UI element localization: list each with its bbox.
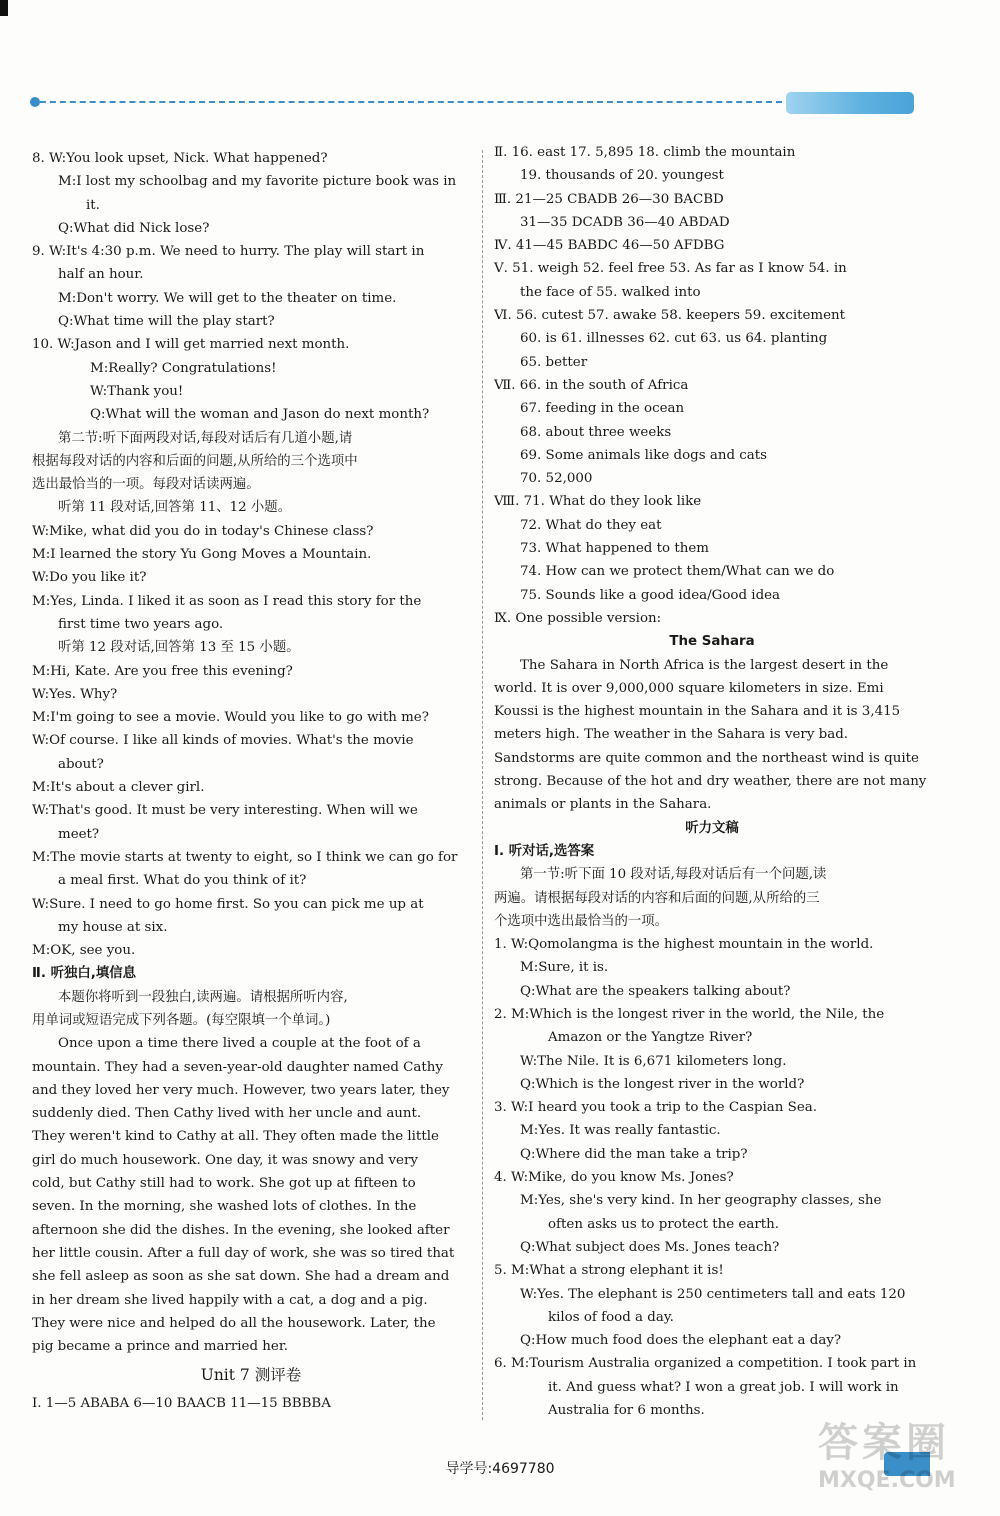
right-column-line: The Sahara (669, 634, 755, 650)
right-column-line: Australia for 6 months. (548, 1403, 705, 1419)
right-column-line: animals or plants in the Sahara. (494, 797, 712, 813)
left-column-line: first time two years ago. (58, 616, 224, 632)
right-column-line: Ⅷ. 71. What do they look like (494, 494, 702, 510)
right-column-line: Ⅴ. 51. weigh 52. feel free 53. As far as I know 54. in (494, 261, 847, 277)
left-column-line: M:The movie starts at twenty to eight, so I think we can go for (32, 849, 458, 865)
right-column-line: 6. M:Tourism Australia organized a competition. I took part in (494, 1356, 917, 1372)
right-column-line: 听力文稿 (685, 820, 739, 836)
right-column-line: 65. better (520, 354, 588, 370)
left-column-line: suddenly died. Then Cathy lived with her uncle and aunt. (32, 1106, 422, 1122)
header-dashed-rule (30, 101, 782, 103)
left-column-line: Ⅰ. 1—5 ABABA 6—10 BAACB 11—15 BBBBA (32, 1395, 331, 1411)
right-column-line: 72. What do they eat (520, 517, 662, 533)
left-column-line: cold, but Cathy still had to work. She got up at fifteen to (32, 1176, 416, 1192)
left-column-line: Unit 7 测评卷 (200, 1366, 302, 1385)
right-column-line: Q:What are the speakers talking about? (520, 983, 791, 999)
left-column-line: W:Mike, what did you do in today's Chinese class? (32, 523, 374, 539)
right-column-line: 73. What happened to them (520, 541, 709, 557)
left-column-line: M:I learned the story Yu Gong Moves a Mountain. (32, 547, 372, 563)
right-column-line: Ⅲ. 21—25 CBADB 26—30 BACBD (494, 191, 724, 207)
left-column-line: 用单词或短语完成下列各题。(每空限填一个单词。) (32, 1012, 331, 1028)
left-column-line: Ⅱ. 听独白,填信息 (32, 966, 136, 982)
right-column-line: M:Yes. It was really fantastic. (520, 1123, 721, 1139)
left-column-line: W:Sure. I need to go home first. So you can pick me up at (32, 896, 424, 912)
left-column-line: 听第 11 段对话,回答第 11、12 小题。 (58, 500, 292, 516)
left-column-line: and they loved her very much. However, two years later, they (32, 1082, 450, 1098)
left-column-line: it. (86, 197, 100, 213)
left-column-line: Q:What time will the play start? (58, 314, 275, 330)
watermark-text: 答案圈 (818, 1420, 950, 1466)
right-column-line: meters high. The weather in the Sahara is very bad. (494, 727, 849, 743)
left-column-line: about? (58, 756, 104, 772)
right-column-line: Q:Where did the man take a trip? (520, 1146, 748, 1162)
right-column-line: W:Yes. The elephant is 250 centimeters tall and eats 120 (520, 1286, 906, 1302)
left-column-line: M:I'm going to see a movie. Would you like to go with me? (32, 710, 429, 726)
right-column-line: 19. thousands of 20. youngest (520, 168, 724, 184)
right-column-line: 60. is 61. illnesses 62. cut 63. us 64. planting (520, 331, 828, 347)
right-column-line: Ⅵ. 56. cutest 57. awake 58. keepers 59. excitement (494, 308, 846, 324)
footer-guide-number: 导学号:4697780 (445, 1461, 555, 1477)
left-column-line: 10. W:Jason and I will get married next month. (32, 337, 350, 353)
right-column-line: 两遍。请根据每段对话的内容和后面的问题,从所给的三 (494, 890, 820, 906)
left-column-line: M:It's about a clever girl. (32, 780, 205, 796)
left-column-line: They weren't kind to Cathy at all. They often made the little (32, 1129, 439, 1145)
right-column-line: it. And guess what? I won a great job. I will work in (548, 1379, 899, 1395)
left-column-line: my house at six. (58, 919, 168, 935)
right-column-line: W:The Nile. It is 6,671 kilometers long. (520, 1053, 787, 1069)
left-column-line: M:Don't worry. We will get to the theater on time. (58, 290, 397, 306)
right-column-line: Ⅸ. One possible version: (494, 610, 662, 626)
left-column-line: W:That's good. It must be very interesting. When will we (32, 803, 418, 819)
left-column-line: 本题你将听到一段独白,读两遍。请根据所听内容, (58, 989, 348, 1005)
left-column-line: M:OK, see you. (32, 943, 136, 959)
left-column-line: her little cousin. After a full day of work, she was so tired that (32, 1245, 455, 1261)
left-column-line: she fell asleep as soon as she sat down. She had a dream and (32, 1269, 450, 1285)
left-column-line: They were nice and helped do all the housework. Later, the (32, 1315, 436, 1331)
left-column-line: 第二节:听下面两段对话,每段对话后有几道小题,请 (58, 430, 353, 446)
right-column-line: 3. W:I heard you took a trip to the Caspian Sea. (494, 1100, 818, 1116)
right-column-line: M:Sure, it is. (520, 960, 609, 976)
right-column-line: The Sahara in North Africa is the largest desert in the (520, 657, 889, 673)
right-column (494, 141, 930, 1422)
left-column-line: 9. W:It's 4:30 p.m. We need to hurry. The play will start in (32, 244, 425, 260)
left-column-line: M:Yes, Linda. I liked it as soon as I read this story for the (32, 593, 422, 609)
right-column-line: 74. How can we protect them/What can we do (520, 564, 835, 580)
header-banner (786, 92, 914, 114)
right-column-line: 4. W:Mike, do you know Ms. Jones? (494, 1170, 734, 1186)
right-column-line: Ⅶ. 66. in the south of Africa (494, 377, 689, 393)
right-column-line: 70. 52,000 (520, 471, 593, 487)
left-column-line: M:I lost my schoolbag and my favorite picture book was in (58, 174, 457, 190)
left-column-line: M:Hi, Kate. Are you free this evening? (32, 663, 293, 679)
right-column-line: 68. about three weeks (520, 424, 672, 440)
left-column-line: afternoon she did the dishes. In the evening, she looked after (32, 1222, 450, 1238)
right-column-line: world. It is over 9,000,000 square kilometers in size. Emi (494, 680, 884, 696)
left-column-line: seven. In the morning, she washed lots of clothes. In the (32, 1199, 417, 1215)
left-column-line: 8. W:You look upset, Nick. What happened? (32, 151, 328, 166)
right-column-line: 第一节:听下面 10 段对话,每段对话后有一个问题,读 (520, 867, 827, 883)
left-column-line: Q:What will the woman and Jason do next month? (90, 407, 430, 423)
right-column-line: Q:How much food does the elephant eat a day? (520, 1333, 842, 1349)
left-column-line: 听第 12 段对话,回答第 13 至 15 小题。 (58, 640, 300, 656)
right-column-line: 1. W:Qomolangma is the highest mountain in the world. (494, 937, 874, 953)
right-column-line: Ⅳ. 41—45 BABDC 46—50 AFDBG (494, 238, 725, 254)
left-column-line: pig became a prince and married her. (32, 1339, 289, 1355)
right-column-line: 75. Sounds like a good idea/Good idea (520, 587, 781, 603)
right-column-line: Q:Which is the longest river in the world? (520, 1076, 805, 1092)
left-column-line: in her dream she lived happily with a cat, a dog and a pig. (32, 1292, 428, 1308)
right-column-line: 5. M:What a strong elephant it is! (494, 1263, 724, 1279)
left-column-line: Once upon a time there lived a couple at the foot of a (58, 1036, 421, 1052)
right-column-line: Sandstorms are quite common and the northeast wind is quite (494, 750, 919, 766)
right-column-line: Ⅰ. 听对话,选答案 (494, 843, 595, 859)
left-column-line: W:Do you like it? (32, 570, 147, 586)
left-column-line: girl do much housework. One day, it was snowy and very (32, 1152, 418, 1168)
column-divider (482, 150, 483, 1420)
right-column-line: Q:What subject does Ms. Jones teach? (520, 1239, 780, 1255)
left-column-line: a meal first. What do you think of it? (58, 873, 307, 889)
right-column-line: kilos of food a day. (548, 1309, 674, 1325)
right-column-line: often asks us to protect the earth. (548, 1216, 779, 1232)
left-column-line: mountain. They had a seven-year-old daughter named Cathy (32, 1059, 443, 1075)
right-column-line: 2. M:Which is the longest river in the world, the Nile, the (494, 1006, 885, 1022)
left-column-line: W:Yes. Why? (32, 686, 118, 702)
left-column-line: Q:What did Nick lose? (58, 220, 210, 236)
right-column-line: Koussi is the highest mountain in the Sahara and it is 3,415 (494, 704, 901, 720)
right-column-line: M:Yes, she's very kind. In her geography classes, she (520, 1193, 882, 1209)
right-column-line: Amazon or the Yangtze River? (548, 1030, 753, 1046)
left-column-line: meet? (58, 826, 100, 842)
left-column-line: 选出最恰当的一项。每段对话读两遍。 (32, 477, 260, 493)
right-column-line: strong. Because of the hot and dry weather, there are not many (494, 774, 927, 790)
left-column-line: W:Thank you! (90, 383, 184, 399)
right-column-line: 69. Some animals like dogs and cats (520, 447, 768, 463)
right-column-line: the face of 55. walked into (520, 284, 701, 300)
left-column-line: W:Of course. I like all kinds of movies. What's the movie (32, 733, 414, 749)
watermark-url: MXQE.COM (818, 1468, 956, 1493)
left-column (32, 147, 470, 1415)
right-column-line: 31—35 DCADB 36—40 ABDAD (520, 214, 730, 230)
watermark-logo (818, 1418, 988, 1508)
corner-mark (0, 0, 8, 16)
left-column-line: M:Really? Congratulations! (90, 360, 277, 376)
right-column-line: 个选项中选出最恰当的一项。 (494, 913, 669, 929)
right-column-line: Ⅱ. 16. east 17. 5,895 18. climb the mountain (494, 145, 796, 160)
right-column-line: 67. feeding in the ocean (520, 401, 685, 417)
left-column-line: half an hour. (58, 267, 144, 283)
left-column-line: 根据每段对话的内容和后面的问题,从所给的三个选项中 (32, 453, 358, 469)
